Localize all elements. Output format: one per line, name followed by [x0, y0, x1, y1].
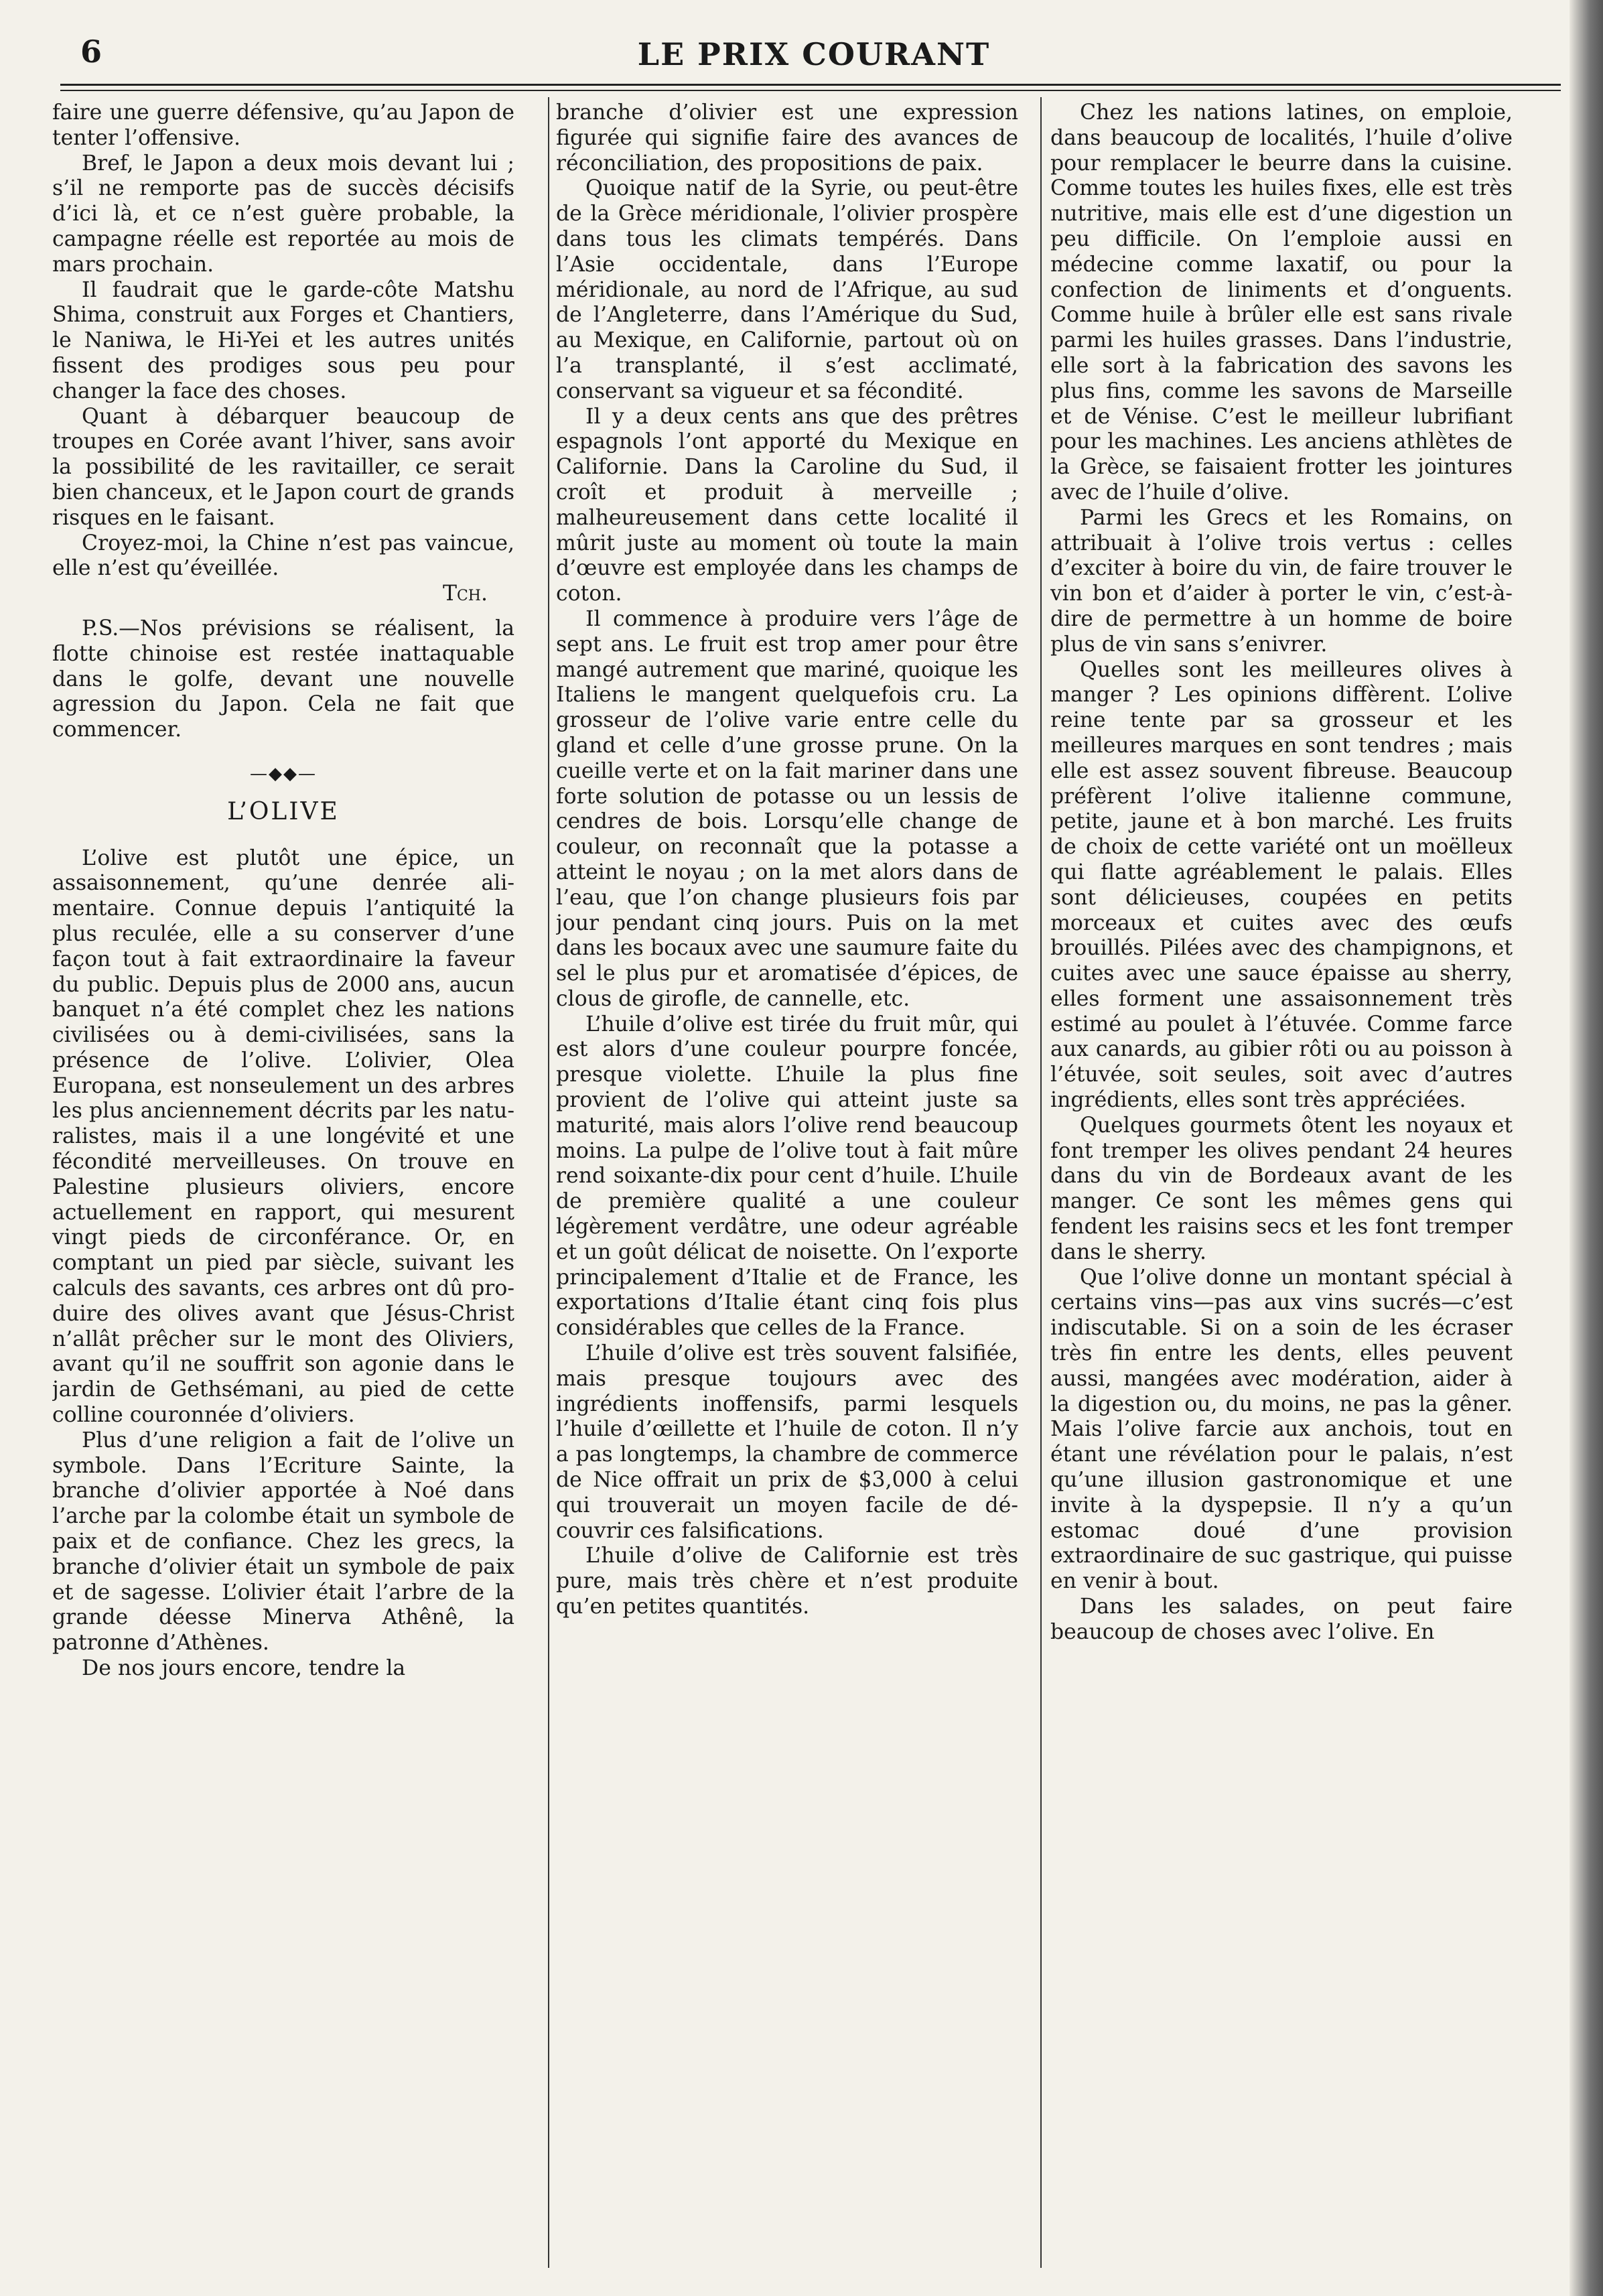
page-number: 6 — [80, 33, 102, 70]
running-title: LE PRIX COURANT — [637, 36, 991, 72]
column-divider — [548, 97, 549, 2268]
paragraph: De nos jours encore, tendre la — [82, 1656, 406, 1681]
paragraph: L’huile d’olive de Californie est très pure, mais très chère et n’est produite qu’en petites quantités. — [556, 1544, 1018, 1619]
paragraph: L’huile d’olive est tirée du fruit mûr, qui est alors d’une couleur pourpre foncée, presque violette. L’huile la plus fine provient de l’olive qui atteint juste sa maturité, mais alors l’olive rend beaucoup moins. La pulpe de l’olive tout à fait mûre rend soixante-dix pour cent d’huile. L’huile de première qualité a une couleur légèrement verdâtre, une odeur agréable et un goût délicat de noisette. On l’exporte principalement d’Italie et de France, les exportations d’Italie étant cinq fois plus considérables que celles de la France. — [556, 1012, 1018, 1341]
paragraph: L’olive est plutôt une épice, un assaisonnement, qu’une denrée alimentaire. Connue depuis l’antiquité la plus reculée, elle a su conserver d’une façon tout à fait extraordinaire la faveur du public. Depuis plus de 2000 ans, aucun banquet n’a été complet chez les nations civilisées ou à demi-civilisées, sans la présence de l’olive. L’olivier, Olea Europana, est nonseulement un des arbres les plus anciennement décrits par les naturalistes, mais il a une longévité et une fécondité merveilleuses. On trouve en Palestine plusieurs oliviers, encore actuellement en rapport, qui mesurent vingt pieds de circonférance. Or, en comptant un pied par siècle, suivant les calculs des savants, ces arbres ont dû produire des olives avant que Jésus-Christ n’allât prêcher sur le mont des Oliviers, avant qu’il ne souffrit son agonie dans le jardin de Gethsémani, au pied de cette colline couronnée d’oliviers. — [52, 846, 514, 1428]
header-rule-double — [60, 90, 1561, 91]
paragraph: Il commence à produire vers l’âge de sept ans. Le fruit est trop amer pour être mangé autrement que mariné, quoique les Italiens le mangent quelquefois cru. La grosseur de l’olive varie entre celle du gland et celle d’une grosse prune. On la cueille verte et on la fait mariner dans une forte solution de potasse ou un lessis de cendres de bois. Lorsqu’elle change de couleur, on reconnaît que la potasse a atteint le noyau ; on la met alors dans de l’eau, que l’on change plusieurs fois par jour pendant cinq jours. Puis on la met dans les bocaux avec une saumure faite du sel le plus pur et aromatisée d’épices, de clous de girofle, de cannelle, etc. — [556, 606, 1018, 1011]
header-rule — [60, 84, 1561, 86]
paragraph: Quelles sont les meilleures olives à manger ? Les opinions diffèrent. L’olive reine tente par sa grosseur et les meilleures marques en sont tendres ; mais elle est assez souvent fibreuse. Beaucoup préfèrent l’olive italienne commune, petite, jaune et à bon marché. Les fruits de choix de cette variété ont un moëlleux qui flatte agréablement le palais. Elles sont délicieuses, coupées en petits morceaux et cuites avec des œufs brouillés. Pilées avec des champignons, et cuites avec une sauce épaisse au sherry, elles forment une assaisonnement très estimé au poulet à l’étuvée. Comme farce aux canards, au gibier rôti ou au poisson à l’étuvée, soit seules, soit avec d’autres ingrédients, elles sont très appréciées. — [1050, 657, 1513, 1113]
paragraph: branche d’olivier est une expression figurée qui signifie faire des avances de réconciliation, des propositions de paix. — [556, 100, 1018, 176]
paragraph: Dans les salades, on peut faire beaucoup de choses avec l’olive. En — [1050, 1595, 1513, 1644]
column-1 — [52, 100, 514, 2265]
paragraph: Chez les nations latines, on emploie, dans beaucoup de localités, l’huile d’olive pour remplacer le beurre dans la cuisine. Comme toutes les huiles fixes, elle est très nutritive, mais elle est d’une digestion un peu difficile. On l’emploie aussi en médecine comme laxatif, ou pour la confection de liniments et d’onguents. Comme huile à brûler elle est sans rivale parmi les huiles grasses. Dans l’industrie, elle sort à la fabrication des savons les plus fins, comme les savons de Marseille et de Vénise. C’est le meilleur lubrifiant pour les machines. Les anciens athlètes de la Grèce, se faisaient frotter les jointures avec de l’huile d’olive. — [1050, 100, 1513, 504]
paragraph: Parmi les Grecs et les Romains, on attribuait à l’olive trois vertus : celles d’exciter à boire du vin, de faire trouver le vin bon et d’aider à porter le vin, c’est-à-dire de permettre à un homme de boire plus de vin sans s’enivrer. — [1050, 505, 1513, 657]
column-3 — [1050, 100, 1513, 2265]
section-separator: —◆◆— — [250, 763, 317, 784]
paragraph: Que l’olive donne un montant spécial à certains vins—pas aux vins sucrés—c’est indiscutable. Si on a soin de les écraser très fin entre les dents, elles peuvent aussi, mangées avec modération, aider à la digestion ou, du moins, ne pas la gêner. Mais l’olive farcie aux anchois, tout en étant une révélation pour le palais, n’est qu’une illusion gastronomique et une invite à la dyspepsie. Il n’y a qu’un estomac doué d’une provision extraordinaire de suc gastrique, qui puisse en venir à bout. — [1050, 1265, 1513, 1594]
page-header — [67, 27, 1561, 80]
postscript: P.S.—Nos prévisions se réalisent, la flotte chinoise est restée inattaquable dans le golfe, devant une nouvelle agression du Japon. Cela ne fait que commencer. — [52, 616, 514, 742]
paragraph: Plus d’une religion a fait de l’olive un symbole. Dans l’Ecriture Sainte, la branche d’olivier apportée à Noé dans l’arche par la colombe était un symbole de paix et de confiance. Chez les grecs, la branche d’olivier était un symbole de paix et de sagesse. L’olivier était l’arbre de la grande déesse Minerva Athênê, la patronne d’Athènes. — [52, 1428, 514, 1656]
paragraph: faire une guerre défensive, qu’au Japon de tenter l’offensive. — [52, 100, 514, 150]
column-divider — [1040, 97, 1042, 2268]
paragraph: Quelques gourmets ôtent les noyaux et font tremper les olives pendant 24 heures dans du vin de Bordeaux avant de les manger. Ce sont les mêmes gens qui fendent les raisins secs et les font tremper dans le sherry. — [1050, 1113, 1513, 1264]
paragraph: Quant à débarquer beaucoup de troupes en Corée avant l’hiver, sans avoir la possibilité de les ravitailler, ce serait bien chanceux, et le Japon court de grands risques en le faisant. — [52, 404, 514, 530]
paragraph: Il faudrait que le garde-côte Matshu Shima, construit aux Forges et Chantiers, le Naniwa, le Hi-Yei et les autres unités fissent des prodiges sous peu pour changer la face des choses. — [52, 277, 514, 403]
column-2 — [556, 100, 1018, 2265]
paragraph: Il y a deux cents ans que des prêtres espagnols l’ont apporté du Mexique en Californie. Dans la Caroline du Sud, il croît et produit à merveille ; malheureusement dans cette localité il mûrit juste au moment où toute la main d’œuvre est employée dans les champs de coton. — [556, 404, 1018, 606]
scan-edge-shadow — [1570, 0, 1603, 2296]
paragraph: Quoique natif de la Syrie, ou peut-être de la Grèce méridionale, l’olivier prospère dans tous les climats tempérés. Dans l’Asie occidentale, dans l’Europe méridionale, au nord de l’Afrique, au sud de l’Angleterre, dans l’Amérique du Sud, au Mexique, en Californie, partout où on l’a transplanté, il s’est acclimaté, conservant sa vigueur et sa fécondité. — [556, 176, 1018, 403]
paragraph: Croyez-moi, la Chine n’est pas vaincue, elle n’est qu’éveillée. — [52, 531, 514, 581]
article-title: L’OLIVE — [227, 797, 340, 825]
paragraph: L’huile d’olive est très souvent falsifiée, mais presque toujours avec des ingrédients inoffensifs, parmi lesquels l’huile d’œillette et l’huile de coton. Il n’y a pas longtemps, la chambre de commerce de Nice offrait un prix de $3,000 à celui qui trouverait un moyen facile de découvrir ces falsifications. — [556, 1341, 1018, 1543]
signature: Tch. — [442, 582, 488, 606]
paragraph: Bref, le Japon a deux mois devant lui ; s’il ne remporte pas de succès décisifs d’ici là, et ce n’est guère probable, la campagne réelle est reportée au mois de mars prochain. — [52, 151, 514, 277]
